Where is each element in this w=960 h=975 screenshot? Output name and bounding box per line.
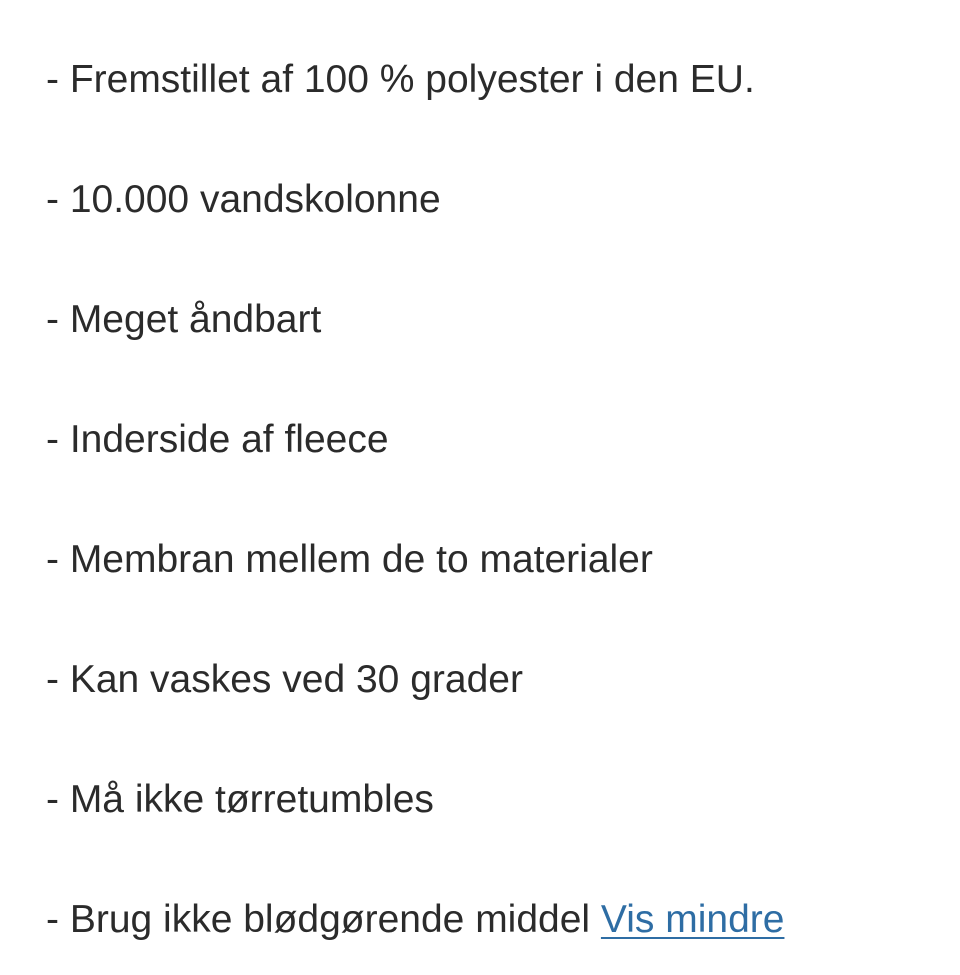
description-line-text: - Meget åndbart	[46, 298, 322, 341]
description-line-text: - Brug ikke blødgørende middel	[46, 898, 591, 941]
description-line-washing	[46, 652, 946, 708]
description-line-breathable	[46, 292, 946, 348]
description-line-text: - Må ikke tørretumbles	[46, 778, 434, 821]
description-line-text: - Kan vaskes ved 30 grader	[46, 658, 523, 701]
description-line-material	[46, 52, 946, 108]
description-line-softener	[46, 892, 946, 948]
product-description	[46, 52, 946, 948]
description-line-text: - Membran mellem de to materialer	[46, 538, 653, 581]
description-line-text: - Inderside af fleece	[46, 418, 389, 461]
show-less-link[interactable]: Vis mindre	[600, 898, 785, 941]
description-line-text: - 10.000 vandskolonne	[46, 178, 441, 221]
description-line-membrane	[46, 532, 946, 588]
description-line-fleece	[46, 412, 946, 468]
description-line-tumble-dry	[46, 772, 946, 828]
description-line-text: - Fremstillet af 100 % polyester i den EU.	[46, 58, 755, 101]
description-line-water-column	[46, 172, 946, 228]
